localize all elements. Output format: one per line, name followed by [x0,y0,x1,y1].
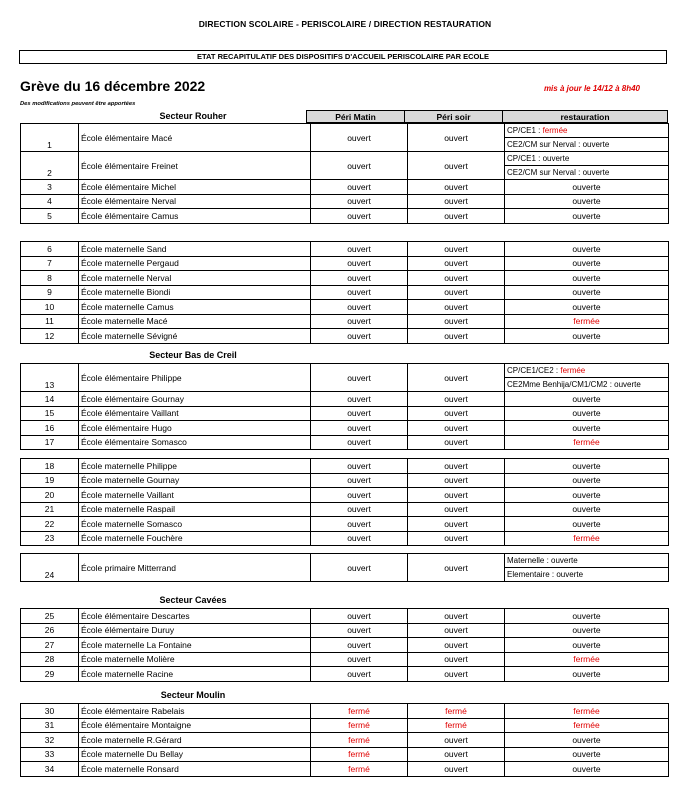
peri-soir-status: ouvert [408,459,505,474]
restauration-status: ouverte [505,473,669,488]
row-number: 28 [21,652,79,667]
peri-matin-status: ouvert [311,392,408,407]
restauration-status: ouverte [505,271,669,286]
restauration-subline [505,567,668,581]
peri-soir-status: ouvert [408,609,505,624]
restauration-subline-label: CP/CE1/CE2 : [507,366,561,375]
school-table-group [20,123,669,224]
peri-matin-status: fermé [311,718,408,733]
school-name: École élémentaire Montaigne [79,718,311,733]
restauration-subline-label: CE2/CM sur Nerval : [507,168,583,177]
document-header: DIRECTION SCOLAIRE - PERISCOLAIRE / DIRECTION RESTAURATION [198,19,492,29]
school-name: École maternelle Du Bellay [79,747,311,762]
restauration-status: ouverte [505,285,669,300]
table-row [21,554,669,582]
peri-soir-status: ouvert [408,392,505,407]
peri-matin-status: ouvert [311,406,408,421]
peri-soir-status: ouvert [408,421,505,436]
peri-matin-status: ouvert [311,531,408,546]
peri-matin-status: ouvert [311,209,408,224]
peri-soir-status: ouvert [408,435,505,450]
table-row [21,406,669,421]
school-name: École maternelle Fouchère [79,531,311,546]
peri-matin-status: fermé [311,747,408,762]
restauration-subline-status: ouverte [556,570,584,579]
table-row [21,256,669,271]
table-row [21,314,669,329]
table-row [21,733,669,748]
restauration-status: fermée [505,435,669,450]
restauration-status: fermée [505,704,669,719]
column-header-peri-soir: Péri soir [404,110,503,123]
school-table-group [20,458,669,546]
restauration-subline [505,377,668,391]
peri-matin-status: ouvert [311,300,408,315]
school-name: École maternelle Gournay [79,473,311,488]
row-number: 11 [21,314,79,329]
table-row [21,718,669,733]
row-number: 29 [21,667,79,682]
restauration-status: ouverte [505,329,669,344]
peri-matin-status: ouvert [311,271,408,286]
peri-soir-status: ouvert [408,256,505,271]
restauration-status: ouverte [505,667,669,682]
peri-soir-status: ouvert [408,747,505,762]
school-name: École élémentaire Michel [79,180,311,195]
restauration-status: ouverte [505,209,669,224]
row-number: 23 [21,531,79,546]
table-row [21,638,669,653]
restauration-subline [505,364,668,377]
peri-soir-status: ouvert [408,502,505,517]
table-row [21,488,669,503]
peri-soir-status: ouvert [408,314,505,329]
peri-matin-status: ouvert [311,667,408,682]
peri-soir-status: ouvert [408,554,505,582]
disclaimer: Des modifications peuvent être apportées [20,101,136,107]
restauration-status: ouverte [505,609,669,624]
peri-soir-status: ouvert [408,406,505,421]
peri-soir-status: ouvert [408,152,505,180]
restauration-status: ouverte [505,488,669,503]
restauration-subline [505,152,668,165]
restauration-subline [505,137,668,151]
sector-moulin-label: Secteur Moulin [160,690,226,700]
school-name: École maternelle Nerval [79,271,311,286]
peri-soir-status: ouvert [408,271,505,286]
row-number: 24 [21,554,79,582]
column-header-peri-matin: Péri Matin [306,110,405,123]
school-name: École élémentaire Vaillant [79,406,311,421]
peri-matin-status: ouvert [311,314,408,329]
table-row [21,194,669,209]
table-row [21,747,669,762]
table-row [21,180,669,195]
row-number: 14 [21,392,79,407]
peri-matin-status: ouvert [311,256,408,271]
peri-matin-status: ouvert [311,517,408,532]
peri-soir-status: ouvert [408,623,505,638]
restauration-status: ouverte [505,256,669,271]
peri-soir-status: ouvert [408,124,505,152]
peri-soir-status: ouvert [408,531,505,546]
restauration-status: ouverte [505,638,669,653]
restauration-status: ouverte [505,180,669,195]
school-name: École élémentaire Gournay [79,392,311,407]
school-table-group [20,363,669,450]
peri-soir-status: ouvert [408,667,505,682]
table-row [21,652,669,667]
table-row [21,124,669,152]
table-row [21,531,669,546]
row-number: 34 [21,762,79,777]
school-table-group [20,608,669,682]
table-row [21,517,669,532]
row-number: 10 [21,300,79,315]
row-number: 17 [21,435,79,450]
peri-matin-status: ouvert [311,623,408,638]
school-name: École élémentaire Duruy [79,623,311,638]
table-row [21,271,669,286]
restauration-status [505,124,669,152]
school-name: École maternelle R.Gérard [79,733,311,748]
restauration-status: ouverte [505,300,669,315]
school-name: École maternelle Molière [79,652,311,667]
peri-soir-status: ouvert [408,300,505,315]
school-name: École maternelle Raspail [79,502,311,517]
row-number: 27 [21,638,79,653]
row-number: 16 [21,421,79,436]
restauration-status: ouverte [505,392,669,407]
restauration-status: ouverte [505,242,669,257]
sector-bas-de-creil-label: Secteur Bas de Creil [149,350,237,360]
peri-soir-status: ouvert [408,652,505,667]
peri-soir-status: ouvert [408,638,505,653]
restauration-subline [505,124,668,137]
table-row [21,704,669,719]
restauration-subline-status: ouverte [551,556,578,565]
peri-matin-status: fermé [311,762,408,777]
restauration-status: ouverte [505,747,669,762]
table-row [21,762,669,777]
row-number: 6 [21,242,79,257]
peri-matin-status: ouvert [311,364,408,392]
row-number: 33 [21,747,79,762]
restauration-status: fermée [505,531,669,546]
restauration-subline-status: ouverte [614,380,641,389]
peri-matin-status: ouvert [311,459,408,474]
peri-matin-status: ouvert [311,554,408,582]
restauration-subline-status: ouverte [582,168,610,177]
table-row [21,242,669,257]
peri-matin-status: ouvert [311,242,408,257]
row-number: 8 [21,271,79,286]
restauration-subline-status: ouverte [582,140,610,149]
table-row [21,609,669,624]
sector-cavees-label: Secteur Cavées [159,595,227,605]
restauration-status: fermée [505,314,669,329]
row-number: 31 [21,718,79,733]
table-row [21,435,669,450]
table-row [21,623,669,638]
school-name: École maternelle Racine [79,667,311,682]
restauration-status [505,152,669,180]
school-name: École élémentaire Philippe [79,364,311,392]
peri-soir-status: ouvert [408,517,505,532]
school-table-group [20,703,669,777]
restauration-status: ouverte [505,502,669,517]
table-row [21,152,669,180]
peri-matin-status: ouvert [311,152,408,180]
row-number: 2 [21,152,79,180]
table-row [21,300,669,315]
table-row [21,421,669,436]
table-row [21,329,669,344]
restauration-subline [505,165,668,179]
peri-soir-status: fermé [408,718,505,733]
restauration-status: ouverte [505,459,669,474]
row-number: 3 [21,180,79,195]
school-name: École maternelle Vaillant [79,488,311,503]
peri-soir-status: ouvert [408,209,505,224]
restauration-status: ouverte [505,733,669,748]
table-row [21,459,669,474]
restauration-status: fermée [505,652,669,667]
row-number: 30 [21,704,79,719]
peri-soir-status: ouvert [408,242,505,257]
restauration-subline-label: CE2/CM sur Nerval : [507,140,583,149]
school-name: École élémentaire Descartes [79,609,311,624]
table-row [21,364,669,392]
restauration-subline-status: ouverte [542,154,570,163]
restauration-status: fermée [505,718,669,733]
peri-matin-status: ouvert [311,609,408,624]
school-name: École maternelle Pergaud [79,256,311,271]
document-subtitle: ETAT RECAPITULATIF DES DISPOSITIFS D'ACCUEIL PERISCOLAIRE PAR ECOLE [19,50,667,64]
column-header-restauration: restauration [502,110,668,123]
peri-matin-status: fermé [311,704,408,719]
row-number: 1 [21,124,79,152]
peri-matin-status: ouvert [311,435,408,450]
school-name: École maternelle Somasco [79,517,311,532]
sector-rouher-label: Secteur Rouher [159,111,227,121]
peri-matin-status: ouvert [311,124,408,152]
table-row [21,285,669,300]
restauration-subline-label: Maternelle : [507,556,552,565]
school-name: École maternelle Macé [79,314,311,329]
school-name: École élémentaire Camus [79,209,311,224]
school-name: École primaire Mitterrand [79,554,311,582]
row-number: 25 [21,609,79,624]
peri-soir-status: ouvert [408,488,505,503]
table-row [21,473,669,488]
table-row [21,502,669,517]
row-number: 9 [21,285,79,300]
row-number: 13 [21,364,79,392]
school-name: École maternelle Camus [79,300,311,315]
row-number: 22 [21,517,79,532]
peri-soir-status: ouvert [408,473,505,488]
peri-matin-status: fermé [311,733,408,748]
peri-matin-status: ouvert [311,652,408,667]
school-name: École élémentaire Macé [79,124,311,152]
school-name: École élémentaire Somasco [79,435,311,450]
table-row [21,392,669,407]
school-name: École maternelle Biondi [79,285,311,300]
table-row [21,209,669,224]
peri-matin-status: ouvert [311,285,408,300]
strike-title: Grève du 16 décembre 2022 [20,78,206,94]
peri-matin-status: ouvert [311,421,408,436]
row-number: 26 [21,623,79,638]
row-number: 4 [21,194,79,209]
restauration-subline-label: CP/CE1 : [507,154,543,163]
school-table-group [20,241,669,344]
row-number: 7 [21,256,79,271]
restauration-status [505,364,669,392]
row-number: 19 [21,473,79,488]
restauration-status: ouverte [505,421,669,436]
restauration-status: ouverte [505,194,669,209]
school-name: École élémentaire Rabelais [79,704,311,719]
peri-soir-status: ouvert [408,733,505,748]
peri-soir-status: ouvert [408,285,505,300]
restauration-subline-label: CP/CE1 : [507,126,543,135]
row-number: 18 [21,459,79,474]
peri-soir-status: ouvert [408,762,505,777]
peri-matin-status: ouvert [311,329,408,344]
restauration-subline-status: fermée [560,366,586,375]
peri-matin-status: ouvert [311,488,408,503]
row-number: 21 [21,502,79,517]
peri-matin-status: ouvert [311,194,408,209]
restauration-status [505,554,669,582]
restauration-subline [505,554,668,567]
school-name: École maternelle Ronsard [79,762,311,777]
peri-soir-status: ouvert [408,194,505,209]
row-number: 20 [21,488,79,503]
school-name: École maternelle La Fontaine [79,638,311,653]
restauration-status: ouverte [505,517,669,532]
row-number: 32 [21,733,79,748]
peri-matin-status: ouvert [311,473,408,488]
peri-soir-status: ouvert [408,364,505,392]
restauration-status: ouverte [505,762,669,777]
peri-matin-status: ouvert [311,502,408,517]
update-note: mis à jour le 14/12 à 8h40 [543,84,640,93]
school-table-group [20,553,669,582]
row-number: 12 [21,329,79,344]
school-name: École élémentaire Nerval [79,194,311,209]
table-row [21,667,669,682]
restauration-subline-label: Elementaire : [507,570,557,579]
peri-matin-status: ouvert [311,638,408,653]
peri-matin-status: ouvert [311,180,408,195]
peri-soir-status: ouvert [408,329,505,344]
restauration-subline-label: CE2Mme Benhija/CM1/CM2 : [507,380,615,389]
peri-soir-status: fermé [408,704,505,719]
peri-soir-status: ouvert [408,180,505,195]
school-name: École élémentaire Hugo [79,421,311,436]
school-name: École maternelle Philippe [79,459,311,474]
row-number: 15 [21,406,79,421]
row-number: 5 [21,209,79,224]
school-name: École maternelle Sand [79,242,311,257]
school-name: École maternelle Sévigné [79,329,311,344]
restauration-subline-status: fermée [542,126,568,135]
restauration-status: ouverte [505,623,669,638]
school-name: École élémentaire Freinet [79,152,311,180]
restauration-status: ouverte [505,406,669,421]
